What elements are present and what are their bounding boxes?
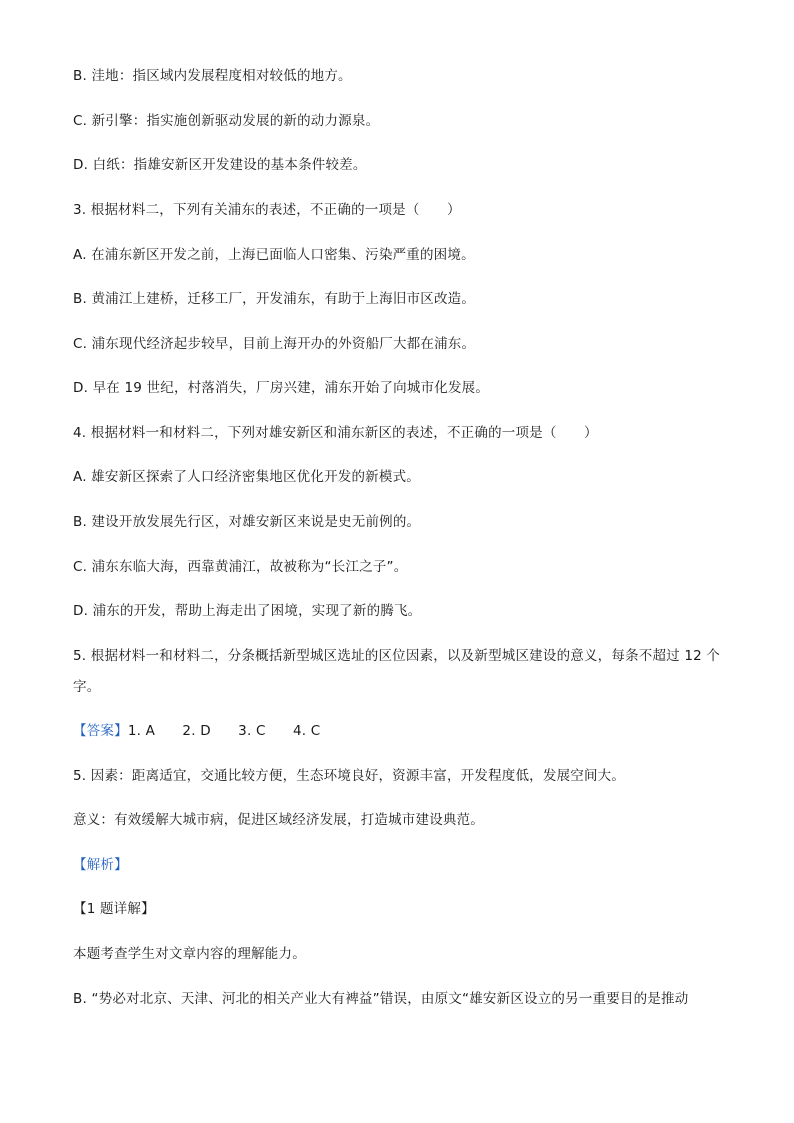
- q5-stem-line1: 5. 根据材料一和材料二，分条概括新型城区选址的区位因素，以及新型城区建设的意义，每条不超过 12 个: [73, 648, 721, 664]
- answer-significance: 意义：有效缓解大城市病，促进区域经济发展，打造城市建设典范。: [73, 812, 484, 828]
- answer-line: [73, 721, 320, 741]
- q1-detail-intro: 本题考查学生对文章内容的理解能力。: [73, 946, 306, 962]
- q2-option-c: C. 新引擎：指实施创新驱动发展的新的动力源泉。: [73, 113, 380, 129]
- q4-option-a: A. 雄安新区探索了人口经济密集地区优化开发的新模式。: [73, 469, 420, 485]
- q3-option-d: D. 早在 19 世纪，村落消失，厂房兴建，浦东开始了向城市化发展。: [73, 380, 490, 396]
- analysis-label: 【解析】: [73, 857, 128, 873]
- q4-option-d: D. 浦东的开发，帮助上海走出了困境，实现了新的腾飞。: [73, 603, 422, 619]
- q1-detail-option-b: B. “势必对北京、天津、河北的相关产业大有裨益”错误，由原文“雄安新区设立的另一重要目的是推动: [73, 991, 689, 1007]
- q3-option-a: A. 在浦东新区开发之前，上海已面临人口密集、污染严重的困境。: [73, 247, 475, 263]
- q4-option-c: C. 浦东东临大海，西靠黄浦江，故被称为“长江之子”。: [73, 559, 408, 575]
- q4-stem: 4. 根据材料一和材料二，下列对雄安新区和浦东新区的表述，不正确的一项是（ ）: [73, 425, 598, 441]
- q1-detail-heading: 【1 题详解】: [73, 901, 155, 917]
- q2-option-d: D. 白纸：指雄安新区开发建设的基本条件较差。: [73, 157, 367, 173]
- q3-option-c: C. 浦东现代经济起步较早，目前上海开办的外资船厂大都在浦东。: [73, 336, 476, 352]
- answer-choices: 1. A 2. D 3. C 4. C: [127, 723, 321, 739]
- q3-stem: 3. 根据材料二，下列有关浦东的表述，不正确的一项是（ ）: [73, 202, 461, 218]
- q2-option-b: B. 洼地：指区域内发展程度相对较低的地方。: [73, 68, 352, 84]
- q4-option-b: B. 建设开放发展先行区，对雄安新区来说是史无前例的。: [73, 514, 421, 530]
- answer-label: 【答案】: [73, 723, 128, 739]
- q5-stem-line2: 字。: [73, 679, 101, 695]
- q3-option-b: B. 黄浦江上建桥，迁移工厂，开发浦东，有助于上海旧市区改造。: [73, 291, 476, 307]
- answer-factors: 5. 因素：距离适宜，交通比较方便，生态环境良好，资源丰富，开发程度低，发展空间大。: [73, 768, 626, 784]
